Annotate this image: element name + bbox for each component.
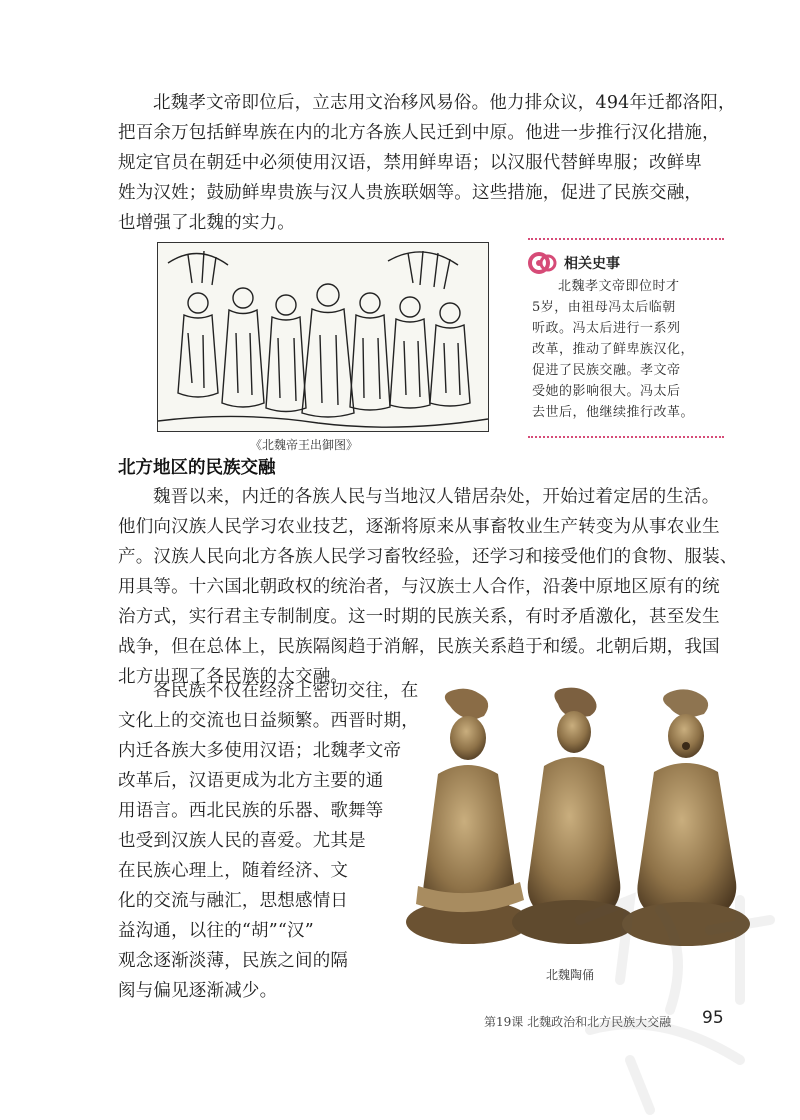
text-line: 规定官员在朝廷中必须使用汉语，禁用鲜卑语；以汉服代替鲜卑服；改鲜卑 [118,153,703,173]
text-line: 内迁各族大多使用汉语；北魏孝文帝 [118,741,402,761]
text-line: 北方出现了各民族的大交融。 [118,667,349,687]
footer-lesson-title: 第19课 北魏政治和北方民族大交融 [484,1015,672,1029]
body-paragraph [118,676,418,1006]
text-line: 魏晋以来，内迁的各族人民与当地汉人错居杂处，开始过着定居的生活。 [153,487,720,507]
text-line: 各民族不仅在经济上密切交往，在 [153,681,419,701]
text-line: 受她的影响很大。冯太后 [532,384,681,399]
body-paragraph [118,482,738,692]
watermark-icon [540,860,800,1120]
figure-caption: 《北魏帝王出御图》 [250,438,359,452]
text-line: 治方式，实行君主专制制度。这一时期的民族关系，有时矛盾激化，甚至发生 [118,607,720,627]
text-line: 阂与偏见逐渐减少。 [118,981,278,1001]
line-drawing-illustration-icon [158,243,488,431]
text-line: 把百余万包括鲜卑族在内的北方各族人民迁到中原。他进一步推行汉化措施， [118,123,720,143]
history-note-icon [528,248,558,278]
text-line: 北魏孝文帝即位时才 [558,279,680,294]
section-heading: 北方地区的民族交融 [118,458,276,478]
text-line: 姓为汉姓；鼓励鲜卑贵族与汉人贵族联姻等。这些措施，促进了民族交融， [118,183,703,203]
text-line: 北魏孝文帝即位后，立志用文治移风易俗。他力排众议，494年迁都洛阳， [153,93,736,113]
sidebar-text [532,276,722,423]
figure-caption: 北魏陶俑 [546,968,595,982]
related-history-box [528,238,724,438]
text-line: 战争，但在总体上，民族隔阂趋于消解，民族关系趋于和缓。北朝后期，我国 [118,637,720,657]
text-line: 在民族心理上，随着经济、文 [118,861,349,881]
text-line: 听政。冯太后进行一系列 [532,321,681,336]
text-line: 化的交流与融汇，思想感情日 [118,891,349,911]
page-number: 95 [702,1008,724,1028]
text-line: 文化上的交流也日益频繁。西晋时期， [118,711,419,731]
text-line: 改革，推动了鲜卑族汉化， [532,342,695,357]
text-line: 去世后，他继续推行改革。 [532,405,695,420]
text-line: 改革后，汉语更成为北方主要的通 [118,771,384,791]
sidebar-title: 相关史事 [564,256,620,272]
text-line: 益沟通，以往的“胡”“汉” [118,921,314,941]
text-line: 促进了民族交融。孝文帝 [532,363,681,378]
text-line: 用语言。西北民族的乐器、歌舞等 [118,801,384,821]
text-line: 用具等。十六国北朝政权的统治者，与汉族士人合作，沿袭中原地区原有的统 [118,577,720,597]
text-line: 产。汉族人民向北方各族人民学习畜牧经验，还学习和接受他们的食物、服装、 [118,547,738,567]
intro-paragraph [118,88,736,238]
text-line: 也增强了北魏的实力。 [118,213,295,233]
text-line: 也受到汉族人民的喜爱。尤其是 [118,831,366,851]
text-line: 5岁，由祖母冯太后临朝 [532,300,676,315]
mural-illustration [157,242,489,432]
text-line: 观念逐渐淡薄，民族之间的隔 [118,951,349,971]
text-line: 他们向汉族人民学习农业技艺，逐渐将原来从事畜牧业生产转变为从事农业生 [118,517,720,537]
